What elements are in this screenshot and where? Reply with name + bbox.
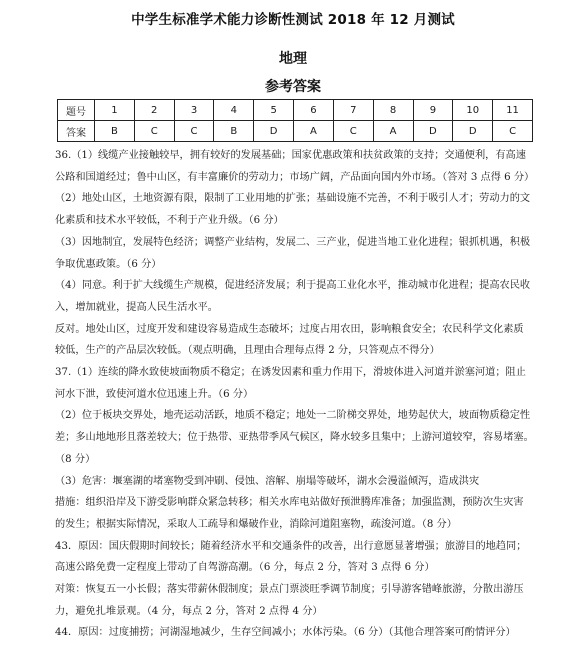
answer-line: 河水下泄，致使河道水位迅速上升。（6 分） <box>55 388 254 400</box>
answer-line: 对策：恢复五一小长假；落实带薪休假制度；景点门票淡旺季调节制度；引导游客错峰旅游，分散出游压 <box>55 584 524 596</box>
row-label-question-number: 题号 <box>58 100 95 121</box>
answer-line: 入，增加就业，提高人民生活水平。 <box>55 301 218 313</box>
row-label-answer: 答案 <box>58 121 95 142</box>
answer-cell: C <box>174 121 214 142</box>
question-number: 11 <box>493 100 533 121</box>
answer-cell: B <box>95 121 135 142</box>
answer-line: 的发生；根据实际情况，采取人工疏导和爆破作业，消除河道阻塞物，疏浚河道。（8 分） <box>55 518 457 530</box>
question-number: 8 <box>373 100 413 121</box>
answer-line: 化素质和技术水平较低，不利于产业升级。（6 分） <box>55 215 284 227</box>
question-number: 4 <box>214 100 254 121</box>
question-number: 3 <box>174 100 214 121</box>
answer-row <box>58 121 533 142</box>
answer-cell: C <box>333 121 373 142</box>
answer-cell: B <box>214 121 254 142</box>
answer-table <box>57 99 533 142</box>
answer-line: 37.（1）连续的降水致使坡面物质不稳定；在诱发因素和重力作用下，滑坡体进入河道并淤塞河道；阻止 <box>55 367 526 379</box>
question-number-row <box>58 100 533 121</box>
answer-line: （4）同意。利于扩大线缆生产规模，促进经济发展；利于提高工业化水平，推动城市化进程；提高农民收 <box>55 280 531 292</box>
answer-explanations <box>55 145 535 644</box>
answer-line: （3）危害：堰塞湖的堵塞物受到冲刷、侵蚀、溶解、崩塌等破坏，湖水会漫溢倾泻，造成洪灾 <box>55 475 480 487</box>
answer-line: 36.（1）线缆产业接触较早，拥有较好的发展基础；国家优惠政策和扶贫政策的支持；交通便利，有高速 <box>55 150 526 161</box>
answer-line: 力，避免扎堆景观。（4 分，每点 2 分，答对 2 点得 4 分） <box>55 605 323 617</box>
answer-cell: D <box>413 121 453 142</box>
answer-cell: D <box>254 121 294 142</box>
answer-line: 措施：组织沿岸及下游受影响群众紧急转移；相关水库电站做好预泄腾库准备；加强监测，预防次生灾害 <box>55 497 524 509</box>
answer-line: 高速公路免费一定程度上带动了自驾游高潮。（6 分，每点 2 分，答对 3 点得 6 分） <box>55 562 435 574</box>
answer-heading: 参考答案 <box>265 79 321 95</box>
answer-line: （3）因地制宜，发展特色经济；调整产业结构，发展二、三产业，促进当地工业化进程；银抓机遇，积极 <box>55 236 531 248</box>
question-number: 1 <box>95 100 135 121</box>
answer-line: 反对。地处山区，过度开发和建设容易造成生态破坏；过度占用农田，影响粮食安全；农民科学文化素质 <box>55 323 524 335</box>
answer-line: 较低，生产的产品层次较低。（观点明确，且理由合理每点得 2 分，只答观点不得分） <box>55 345 440 357</box>
answer-cell: D <box>453 121 493 142</box>
answer-line: 差；多山地地形且落差较大；位于热带、亚热带季风气候区，降水较多且集中；上游河道较窄，容易堵塞。 <box>55 432 534 444</box>
exam-title: 中学生标准学术能力诊断性测试 2018 年 12 月测试 <box>131 12 455 28</box>
answer-line: 争取优惠政策。（6 分） <box>55 258 162 270</box>
answer-line: 44．原因：过度捕捞；河湖湿地减少，生存空间减小；水体污染。（6 分）（其他合理答案可酌情评分） <box>55 627 516 639</box>
question-number: 6 <box>294 100 334 121</box>
answer-line: 公路和国道经过；鲁中山区，有丰富廉价的劳动力；市场广阔，产品面向国内外市场。（答对 3 点得 6 分） <box>55 171 535 183</box>
subject-title: 地理 <box>279 51 307 67</box>
question-number: 9 <box>413 100 453 121</box>
answer-line: 43．原因：国庆假期时间较长；随着经济水平和交通条件的改善，出行意愿显著增强；旅游目的地趋同； <box>55 540 527 552</box>
question-number: 2 <box>134 100 174 121</box>
answer-line: （8 分） <box>55 453 96 465</box>
answer-line: （2）位于板块交界处，地壳运动活跃，地质不稳定；地处一二阶梯交界处，地势起伏大，坡面物质稳定性 <box>55 410 531 422</box>
answer-cell: C <box>134 121 174 142</box>
answer-cell: A <box>373 121 413 142</box>
question-number: 5 <box>254 100 294 121</box>
question-number: 7 <box>333 100 373 121</box>
answer-cell: A <box>294 121 334 142</box>
question-number: 10 <box>453 100 493 121</box>
answer-cell: C <box>493 121 533 142</box>
answer-line: （2）地处山区，土地资源有限，限制了工业用地的扩张；基础设施不完善，不利于吸引人才；劳动力的文 <box>55 193 531 205</box>
